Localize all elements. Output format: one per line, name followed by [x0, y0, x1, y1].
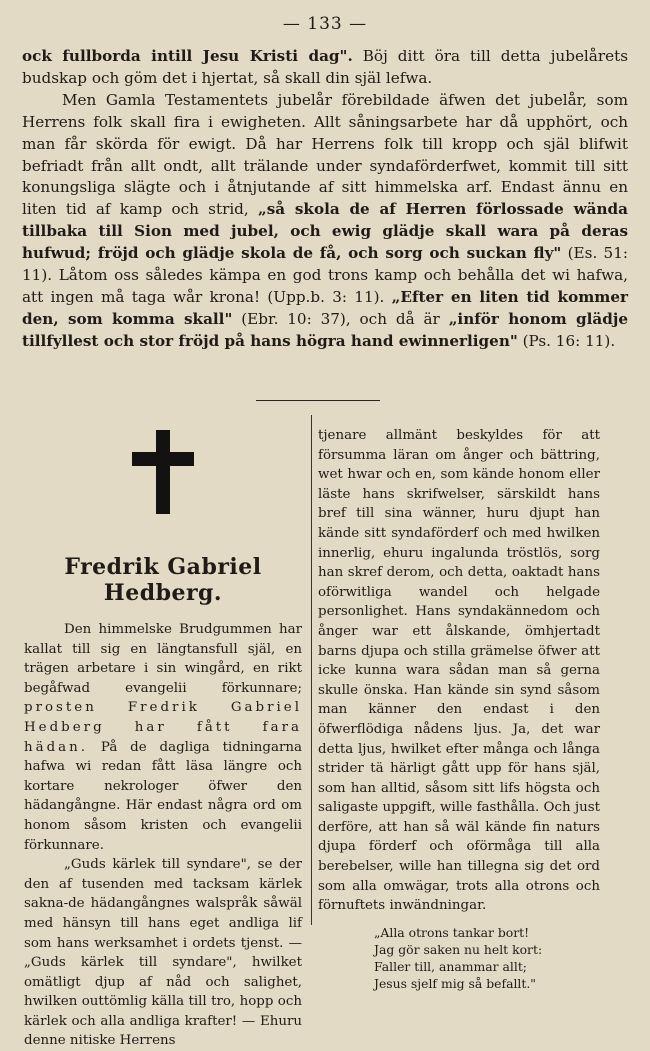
top-text-block — [22, 46, 628, 353]
page-number: — 133 — — [282, 14, 368, 34]
paragraph-2-bold-quote-c: „inför honom glädje tillfyllest och stor fröjd på hans högra hand ewinnerligen" — [22, 309, 628, 350]
poem-line: „Alla otrons tankar bort! — [374, 924, 530, 940]
obituary-spaced-name: prosten Fredrik Gabriel Hedberg har fått fara hädan. — [24, 700, 302, 755]
paragraph-2-bold-quote-b: „Efter en liten tid kommer den, som komma skall" — [22, 287, 629, 328]
cross-icon — [132, 430, 194, 514]
obituary-right-paragraph: tjenare allmänt beskyldes för att försumma läran om ånger och bättring, wet hwar och en, som kände honom eller läste hans skrifwelser, särskildt hans bref till sina wänner, huru djupt han kände sitt syndaförderf och med hwilken innerlig, ehuru ingalunda tröstlös, sorg han skref derom, och detta, oaktadt hans oförwitliga wandel och helgade personlighet. Hans syndakännedom och ånger war ett ålskande, ömhjertadt barns djupa och stilla grämelse öfwer att icke kunna wara sådan man så gerna skulle önska. Han kände sin synd såsom man känner den endast i den öfwerflödiga nådens ljus. Ja, det war detta ljus, hwilket efter många och långa strider tä härligt gått upp för hans själ, som han alltid, såsom sitt lifs högsta och saligaste uppgift, wille fasthålla. Och just derföre, att han så wäl kände fin naturs djupa förderf och oförmåga till alla berebelser, wille han tillegna sig det ord som alla omwägar, trots alla otrons och förnuftets inwändningar. — [318, 428, 600, 914]
poem-line: Jag gör saken nu helt kort: — [374, 941, 543, 957]
section-divider-rule — [256, 400, 380, 401]
paragraph-2-text-e: (Ebr. 10: 37), och då är — [232, 309, 449, 328]
obituary-left-column — [24, 430, 302, 1051]
poem-line: Jesus sjelf mig så befallt." — [374, 975, 537, 991]
obituary-heading: Fredrik Gabriel Hedberg. — [64, 554, 262, 606]
paragraph-2 — [22, 90, 628, 353]
obituary-paragraph-2: „Guds kärlek till syndare", se der den af tusenden med tacksam kärlek sakna-de hädangångnes walspråk såwäl med hänsyn till hans eget andliga lif som hans werksamhet i ordets tjenst. — „Guds kärlek till syndare", hwilket omätligt djup af nåd och salighet, hwilken outtömlig källa till tro, hopp och kärlek och alla andliga krafter! — Ehuru denne nitiske Herrens — [24, 857, 302, 1049]
paragraph-2-text-c: (Es. 51: 11). Låtom oss således kämpa en god trons kamp och behålla det wi hafwa, att ingen må taga wår krona! (Upp.b. 3: 11). — [22, 244, 629, 306]
poem-quote — [318, 924, 600, 992]
paragraph-2-text-g: (Ps. 16: 11). — [517, 331, 616, 350]
obituary-left-text — [24, 620, 302, 1051]
poem-line: Faller till, anammar allt; — [374, 958, 527, 974]
column-divider — [311, 415, 312, 925]
paragraph-1-text: Böj ditt öra till detta jubelårets budskap och göm det i hjertat, så skall din själ lefwa. — [22, 47, 628, 87]
paragraph-2-text-a: Men Gamla Testamentets jubelår förebildade äfwen det jubelår, som Herrens folk skall fira i ewigheten. Allt såningsarbete har då upphört, och man får skörda för ewigt. Då har Herrens folk till kropp och själ blifwit befriadt från allt ondt, allt trälande under syndaförderfwet, kommit till sitt konungsliga slägte och i åtnjutande af sitt himmelska arf. Endast ännu en liten tid af kamp och strid, — [22, 90, 628, 219]
obituary-paragraph-1-text-a: Den himmelske Brudgummen har kallat till sig en längtansfull själ, en trägen arbetare i sin wingård, en rikt begåfwad evangelii förkunnare; — [24, 622, 302, 696]
obituary-paragraph-1-text-b: På de dagliga tidningarna hafwa wi redan fått läsa längre och kortare nekrologer öfwer den hädangångne. Här endast några ord om honom såsom kristen och evangelii förkunnare. — [24, 739, 302, 853]
obituary-paragraph-1 — [24, 620, 302, 855]
obituary-right-column — [318, 426, 600, 992]
paragraph-2-bold-quote-a: „så skola de af Herren förlossade wända tillbaka till Sion med jubel, och ewig glädje skall wara på deras hufwud; fröjd och glädje skola de få, och sorg och suckan fly" — [22, 200, 628, 263]
paragraph-1 — [22, 46, 628, 90]
paragraph-1-bold: ock fullborda intill Jesu Kristi dag". — [22, 47, 353, 65]
